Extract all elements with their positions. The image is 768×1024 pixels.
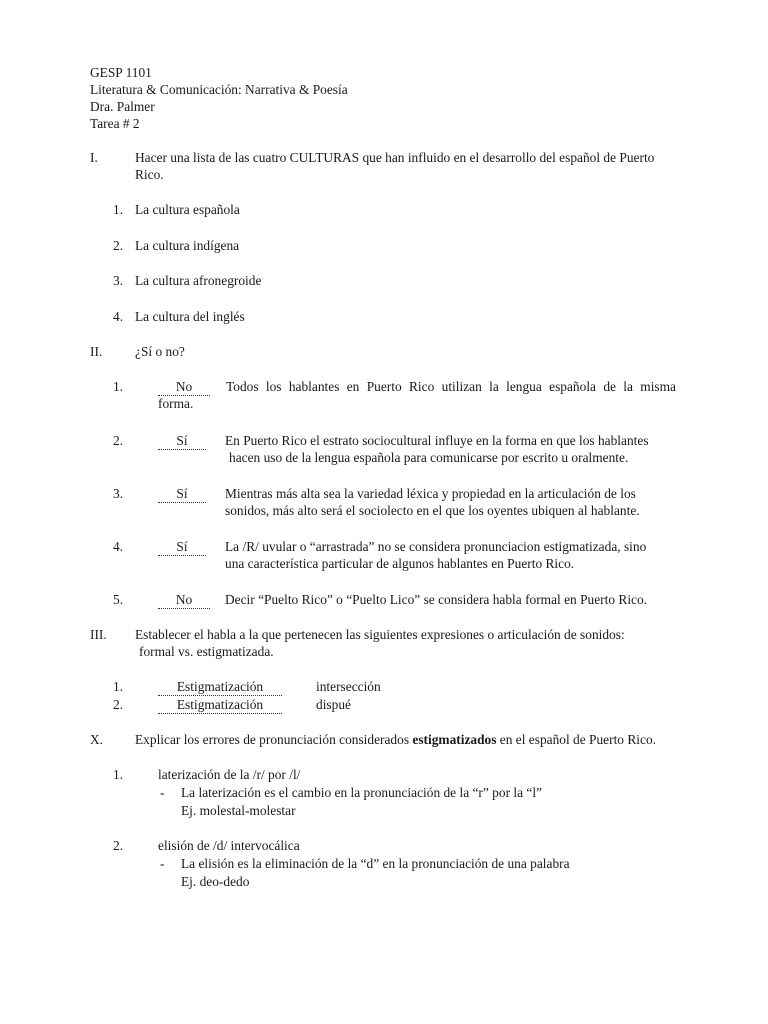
section-1-prompt-line2: Rico. xyxy=(135,167,164,182)
bullet-dash: - xyxy=(160,785,165,800)
section-4-prompt xyxy=(135,731,656,748)
course-subject: Literatura & Comunicación: Narrativa & Poesía xyxy=(90,82,348,97)
prompt-text: en el español de Puerto Rico. xyxy=(496,732,656,747)
section-1-item-text: La cultura del inglés xyxy=(135,309,245,324)
answer-blank: Estigmatización xyxy=(158,678,282,696)
statement-line2: una característica particular de algunos hablantes en Puerto Rico. xyxy=(225,556,575,571)
course-code: GESP 1101 xyxy=(90,65,152,80)
instructor-name: Dra. Palmer xyxy=(90,99,155,114)
section-1-numeral: I. xyxy=(90,150,98,165)
statement-line1: Mientras más alta sea la variedad léxica y propiedad en la articulación de los xyxy=(225,486,636,501)
section-2-numeral: II. xyxy=(90,344,103,359)
section-3-prompt-line1: Establecer el habla a la que pertenecen las siguientes expresiones o articulación de sonidos: xyxy=(135,627,625,642)
statement-line2: sonidos, más alto será el sociolecto en el que los oyentes ubiquen al hablante. xyxy=(225,503,640,518)
error-explanation: La elisión es la eliminación de la “d” en la pronunciación de una palabra xyxy=(181,856,570,871)
section-4-item-number: 1. xyxy=(113,767,124,782)
assignment-title: Tarea # 2 xyxy=(90,116,140,131)
error-example: Ej. molestal-molestar xyxy=(181,803,296,818)
statement-line1: La /R/ uvular o “arrastrada” no se considera pronunciacion estigmatizada, sino xyxy=(225,539,647,554)
statement-line2: forma. xyxy=(158,396,194,411)
answer-blank: Estigmatización xyxy=(158,696,282,714)
error-title: elisión de /d/ intervocálica xyxy=(158,838,300,853)
section-1-item-number: 3. xyxy=(113,273,124,288)
section-3-item-number: 1. xyxy=(113,679,124,694)
section-4-item-number: 2. xyxy=(113,838,124,853)
section-2-item-number: 1. xyxy=(113,379,124,394)
statement-line1: En Puerto Rico el estrato sociocultural influye en la forma en que los hablantes xyxy=(225,433,649,448)
answer-blank: Sí xyxy=(158,485,206,503)
section-1-item-number: 1. xyxy=(113,202,124,217)
section-4-numeral: X. xyxy=(90,732,104,747)
section-1-item-text: La cultura española xyxy=(135,202,240,217)
answer-blank: Sí xyxy=(158,432,206,450)
statement-line1: Todos los hablantes en Puerto Rico utilizan la lengua española de la misma xyxy=(226,379,676,394)
section-1-prompt-line1: Hacer una lista de las cuatro CULTURAS que han influido en el desarrollo del español de Puerto xyxy=(135,150,655,165)
section-1-item-number: 4. xyxy=(113,309,124,324)
prompt-emphasis: estigmatizados xyxy=(412,732,497,747)
section-3-item-number: 2. xyxy=(113,697,124,712)
prompt-text: Explicar los errores de pronunciación considerados xyxy=(135,732,413,747)
section-3-prompt-line2: formal vs. estigmatizada. xyxy=(139,644,274,659)
section-3-numeral: III. xyxy=(90,627,107,642)
error-explanation: La laterización es el cambio en la pronunciación de la “r” por la “l” xyxy=(181,785,542,800)
section-2-item-number: 2. xyxy=(113,433,124,448)
statement-line1: Decir “Puelto Rico” o “Puelto Lico” se considera habla formal en Puerto Rico. xyxy=(225,592,648,607)
error-title: laterización de la /r/ por /l/ xyxy=(158,767,301,782)
statement-line2: hacen uso de la lengua española para comunicarse por escrito u oralmente. xyxy=(229,450,629,465)
error-example: Ej. deo-dedo xyxy=(181,874,250,889)
section-2-item-number: 3. xyxy=(113,486,124,501)
section-1-item-text: La cultura afronegroide xyxy=(135,273,262,288)
bullet-dash: - xyxy=(160,856,165,871)
section-2-prompt: ¿Sí o no? xyxy=(135,344,185,359)
expression-term: dispué xyxy=(316,697,351,712)
answer-blank: No xyxy=(158,591,210,609)
section-1-item-number: 2. xyxy=(113,238,124,253)
section-1-item-text: La cultura indígena xyxy=(135,238,240,253)
answer-blank: No xyxy=(158,378,210,396)
answer-blank: Sí xyxy=(158,538,206,556)
section-2-item-number: 5. xyxy=(113,592,124,607)
expression-term: intersección xyxy=(316,679,381,694)
section-2-item-number: 4. xyxy=(113,539,124,554)
